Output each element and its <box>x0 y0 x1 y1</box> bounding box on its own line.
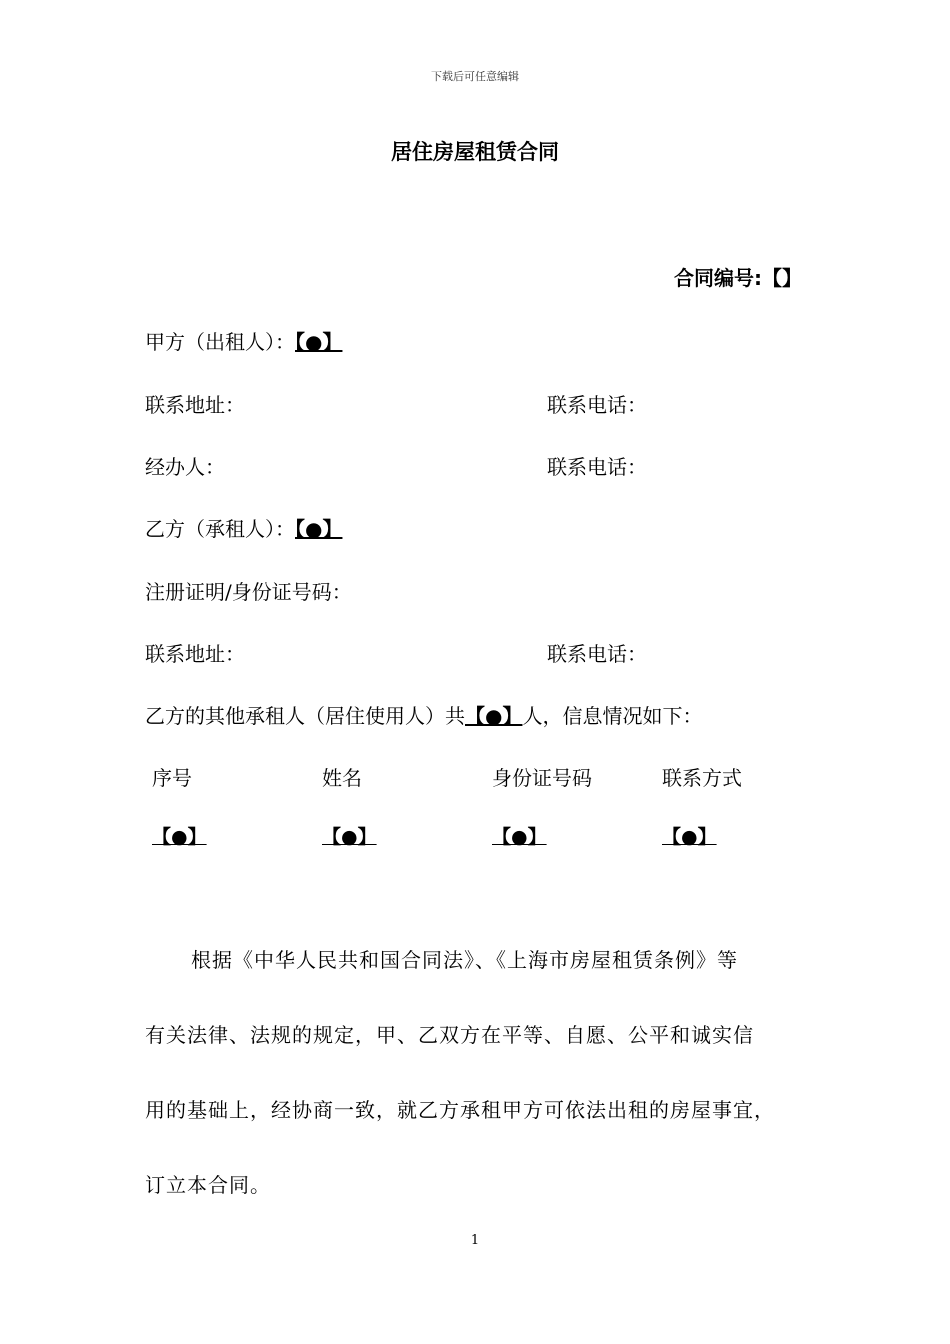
other-tenants-count: 【●】 <box>465 704 523 728</box>
party-b-phone-label: 联系电话： <box>547 642 647 666</box>
other-tenants-line <box>145 700 702 729</box>
party-a-phone-label: 联系电话： <box>547 393 647 417</box>
contract-number-value: 【】 <box>762 266 802 290</box>
table-cell-name: 【●】 <box>322 826 377 848</box>
paragraph-line-4: 订立本合同。 <box>145 1173 271 1197</box>
document-title: 居住房屋租赁合同 <box>391 140 559 164</box>
paragraph-line-2: 有关法律、法规的规定，甲、乙双方在平等、自愿、公平和诚实信 <box>145 1023 754 1047</box>
contract-number <box>674 262 802 291</box>
page-number: 1 <box>470 1233 480 1248</box>
party-a-agent-phone-label: 联系电话： <box>547 455 647 479</box>
header-note: 下载后可任意编辑 <box>431 70 519 83</box>
party-b-address-label: 联系地址： <box>145 642 245 666</box>
party-a-value: 【●】 <box>295 330 343 354</box>
paragraph-line-1: 根据《中华人民共和国合同法》、《上海市房屋租赁条例》等 <box>191 948 738 972</box>
party-a-address-label: 联系地址： <box>145 393 245 417</box>
table-header-seq: 序号 <box>152 766 192 790</box>
contract-number-label: 合同编号: <box>674 266 762 290</box>
table-cell-seq: 【●】 <box>152 826 207 848</box>
paragraph-line-3: 用的基础上，经协商一致，就乙方承租甲方可依法出租的房屋事宜， <box>145 1098 775 1122</box>
other-tenants-prefix: 乙方的其他承租人（居住使用人）共 <box>145 704 465 728</box>
table-header-contact: 联系方式 <box>662 766 742 790</box>
party-a-line <box>145 326 342 355</box>
party-a-agent-label: 经办人： <box>145 455 225 479</box>
other-tenants-suffix: 人，信息情况如下： <box>522 704 703 728</box>
party-b-id-label: 注册证明/身份证号码： <box>145 580 352 604</box>
table-cell-id: 【●】 <box>492 826 547 848</box>
table-header-id: 身份证号码 <box>492 766 592 790</box>
party-b-label: 乙方（承租人）： <box>145 517 295 541</box>
table-header-name: 姓名 <box>322 766 362 790</box>
table-cell-contact: 【●】 <box>662 826 717 848</box>
party-b-line <box>145 513 342 542</box>
party-b-value: 【●】 <box>295 517 343 541</box>
party-a-label: 甲方（出租人）： <box>145 330 295 354</box>
